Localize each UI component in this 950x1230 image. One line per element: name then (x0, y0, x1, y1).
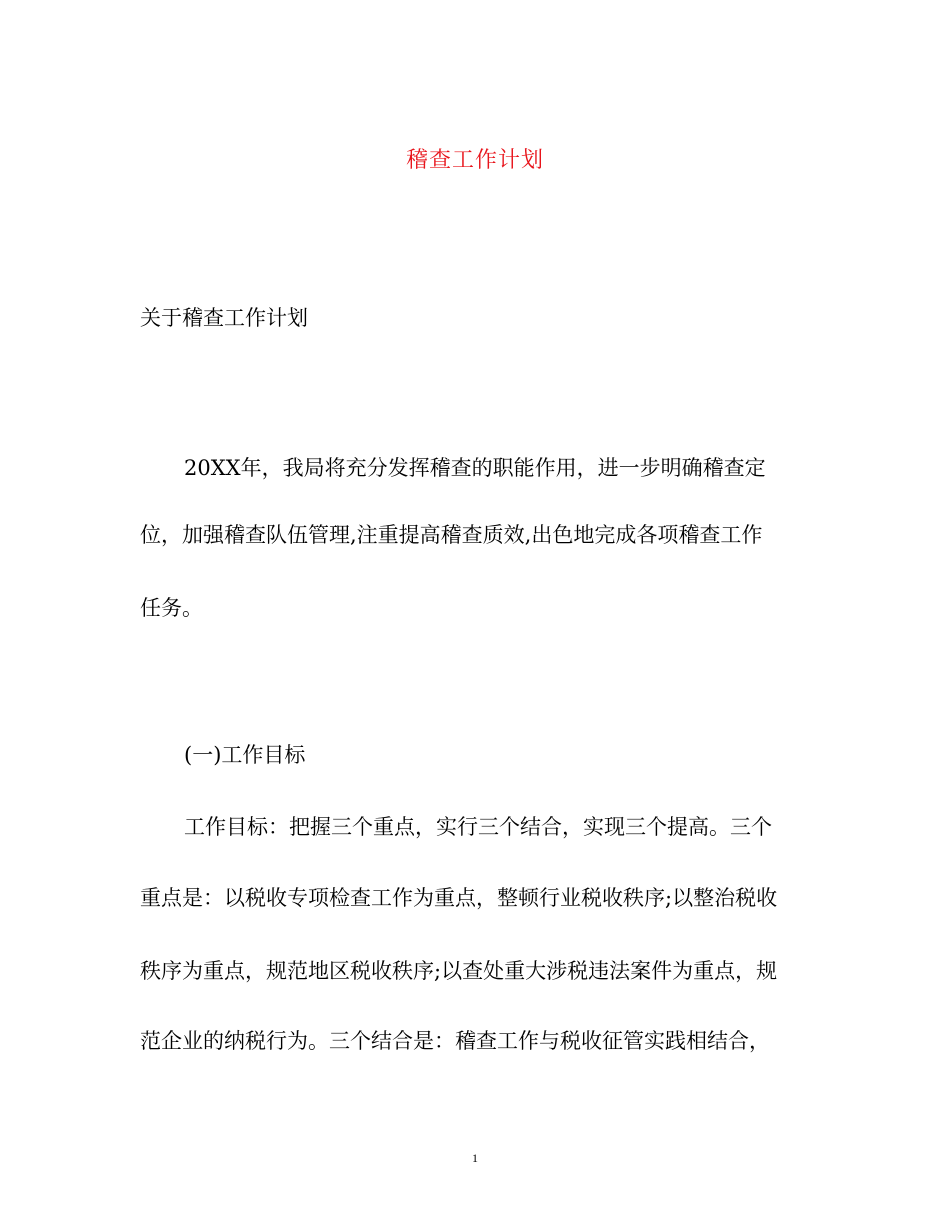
page-title: 稽查工作计划 (405, 148, 544, 173)
paragraph-line: 秩序为重点，规范地区税收秩序;以查处重大涉税违法案件为重点，规 (140, 959, 778, 983)
page-number: 1 (472, 1151, 478, 1165)
paragraph-line: 位，加强稽查队伍管理,注重提高稽查质效,出色地完成各项稽查工作 (140, 523, 763, 547)
paragraph-line: 重点是：以税收专项检查工作为重点，整顿行业税收秩序;以整治税收 (140, 886, 778, 910)
paragraph-line: 20XX年，我局将充分发挥稽查的职能作用，进一步明确稽查定 (184, 456, 766, 480)
section-heading: (一)工作目标 (184, 743, 306, 767)
document-subtitle: 关于稽查工作计划 (140, 306, 308, 330)
paragraph-line: 任务。 (140, 596, 203, 620)
paragraph-line: 范企业的纳税行为。三个结合是：稽查工作与税收征管实践相结合， (140, 1029, 770, 1053)
paragraph-line: 工作目标：把握三个重点，实行三个结合，实现三个提高。三个 (184, 815, 772, 839)
